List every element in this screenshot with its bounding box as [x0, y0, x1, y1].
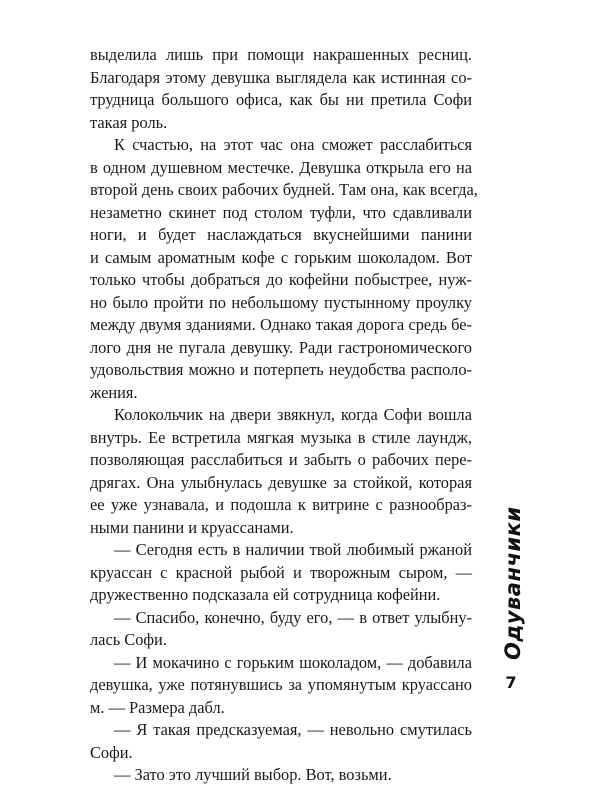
text-line: К счастью, на этот час она сможет расслабиться	[114, 135, 472, 154]
text-line: ными панини и круассанами.	[90, 517, 294, 537]
text-line: позволяющая расслабиться и забыть о рабочих пере-	[90, 450, 472, 469]
text-line: дрягах. Она улыбнулась девушке за стойкой, которая	[90, 472, 472, 492]
text-line: дружественно подсказала ей сотрудница кофейни.	[90, 585, 441, 604]
running-title: Одуванчики	[501, 506, 525, 660]
text-line: лась Софи.	[90, 630, 167, 649]
text-line: — Спасибо, конечно, буду его, — в ответ улыбну-	[114, 607, 472, 627]
text-line: — Я такая предсказуемая, — невольно смутилась	[114, 720, 472, 739]
text-line: — Зато это лучший выбор. Вот, возьми.	[114, 765, 392, 784]
text-line: круассан с красной рыбой и творожным сыром, —	[90, 562, 472, 582]
text-line: незаметно скинет под столом туфли, что сдавливали	[90, 202, 472, 222]
text-line: между двумя зданиями. Однако такая дорога средь бе-	[90, 315, 472, 334]
text-line: в одном душевном местечке. Девушка открыла его на	[90, 157, 472, 177]
body-text	[90, 44, 478, 787]
text-line: м. — Размера дабл.	[90, 697, 225, 717]
text-line: но было пройти по небольшому пустынному проулку	[90, 292, 472, 312]
text-line: и самым ароматным кофе с горьким шоколадом. Вот	[90, 247, 472, 267]
text-line: ноги, и будет наслаждаться вкуснейшими панини	[90, 225, 472, 244]
text-line: Софи.	[90, 742, 133, 762]
text-line: внутрь. Ее встретила мягкая музыка в стиле лаундж,	[90, 427, 472, 447]
text-line: выделила лишь при помощи накрашенных ресниц.	[90, 45, 472, 64]
text-line: Благодаря этому девушка выглядела как истинная со-	[90, 67, 472, 87]
text-line: только чтобы добраться до кофейни побыстрее, нуж-	[90, 270, 472, 289]
page-number: 7	[505, 673, 517, 692]
text-line: второй день своих рабочих будней. Там она, как всегда,	[90, 180, 478, 199]
text-line: — И мокачино с горьким шоколадом, — добавила	[114, 652, 472, 672]
text-line: Колокольчик на двери звякнул, когда Софи вошла	[114, 405, 472, 424]
text-line: трудница большого офиса, как бы ни претила Софи	[90, 90, 472, 109]
text-line: девушка, уже потянувшись за упомянутым круассано	[90, 675, 472, 694]
text-line: — Сегодня есть в наличии твой любимый ржаной	[114, 540, 472, 559]
text-line: лого дня не пугала девушку. Ради гастрономического	[90, 337, 472, 357]
text-line: ее уже узнавала, и подошла к витрине с разнообраз-	[90, 495, 472, 514]
text-line: такая роль.	[90, 112, 168, 132]
text-line: жения.	[90, 382, 138, 402]
text-line: удовольствия можно и потерпеть неудобства располо-	[90, 360, 472, 379]
